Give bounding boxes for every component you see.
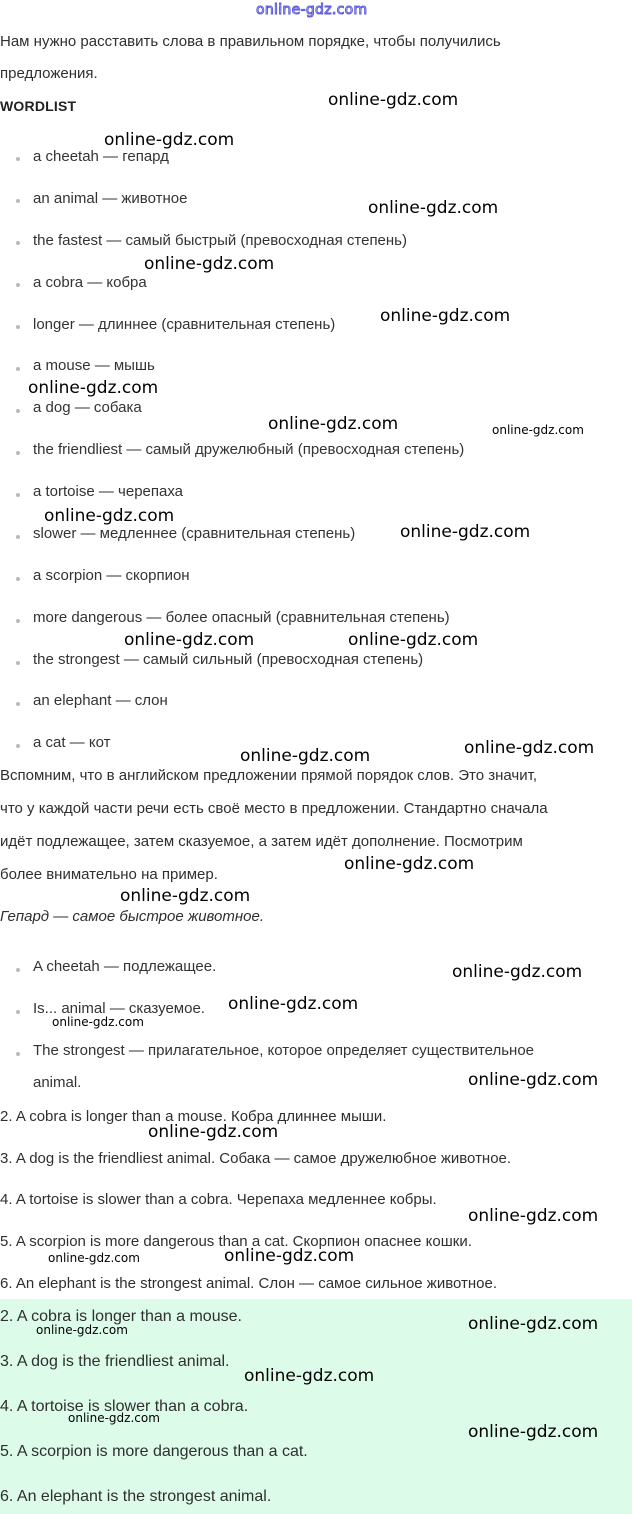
wordlist-item: a cat — кот bbox=[33, 734, 111, 751]
wordlist-item: more dangerous — более опасный (сравнительная степень) bbox=[33, 609, 450, 626]
wordlist-item: a scorpion — скорпион bbox=[33, 567, 190, 584]
example-sentence: Гепард — самое быстрое животное. bbox=[0, 908, 264, 925]
wordlist-item: the friendliest — самый дружелюбный (превосходная степень) bbox=[33, 441, 465, 458]
wordlist-item: an animal — животное bbox=[33, 190, 188, 207]
sentence-2: 2. A cobra is longer than a mouse. Кобра длиннее мыши. bbox=[0, 1108, 387, 1125]
watermark: online-gdz.com bbox=[492, 423, 584, 437]
watermark: online-gdz.com bbox=[148, 1122, 279, 1142]
wordlist-item: a cheetah — гепард bbox=[33, 148, 169, 165]
bullet bbox=[16, 968, 20, 972]
watermark: online-gdz.com bbox=[344, 854, 475, 874]
explain-line-4: более внимательно на пример. bbox=[0, 866, 218, 883]
watermark: online-gdz.com bbox=[452, 962, 583, 982]
watermark: online-gdz.com bbox=[48, 1251, 140, 1265]
wordlist-item: a dog — собака bbox=[33, 399, 142, 416]
watermark: online-gdz.com bbox=[44, 506, 175, 526]
sentence-4: 4. A tortoise is slower than a cobra. Черепаха медленнее кобры. bbox=[0, 1191, 437, 1208]
watermark: online-gdz.com bbox=[348, 630, 479, 650]
bullet bbox=[16, 283, 20, 287]
watermark: online-gdz.com bbox=[28, 378, 159, 398]
watermark: online-gdz.com bbox=[468, 1206, 599, 1226]
explain-line-1: Вспомним, что в английском предложении прямой порядок слов. Это значит, bbox=[0, 767, 538, 784]
wordlist-item: a tortoise — черепаха bbox=[33, 483, 184, 500]
bullet bbox=[16, 325, 20, 329]
watermark: online-gdz.com bbox=[468, 1070, 599, 1090]
sentence-5: 5. A scorpion is more dangerous than a cat. Скорпион опаснее кошки. bbox=[0, 1233, 472, 1250]
watermark: online-gdz.com bbox=[224, 1246, 355, 1266]
wordlist-item: a cobra — кобра bbox=[33, 274, 147, 291]
answer-2: 2. A cobra is longer than a mouse. bbox=[0, 1308, 242, 1325]
watermark: online-gdz.com bbox=[36, 1323, 128, 1337]
bullet bbox=[16, 702, 20, 706]
watermark: online-gdz.com bbox=[120, 886, 251, 906]
watermark: online-gdz.com bbox=[144, 254, 275, 274]
bullet bbox=[16, 619, 20, 623]
watermark: online-gdz.com bbox=[52, 1015, 144, 1029]
watermark: online-gdz.com bbox=[368, 198, 499, 218]
bullet bbox=[16, 744, 20, 748]
wordlist-item: slower — медленнее (сравнительная степень) bbox=[33, 525, 356, 542]
parts-item-continuation: animal. bbox=[33, 1074, 82, 1091]
watermark: online-gdz.com bbox=[328, 90, 459, 110]
answer-3: 3. A dog is the friendliest animal. bbox=[0, 1353, 230, 1370]
bullet bbox=[16, 661, 20, 665]
explain-line-2: что у каждой части речи есть своё место в предложении. Стандартно сначала bbox=[0, 800, 548, 817]
parts-item: The strongest — прилагательное, которое определяет существительное bbox=[33, 1042, 535, 1059]
intro-text-line-2: предложения. bbox=[0, 65, 98, 82]
watermark: online-gdz.com bbox=[228, 994, 359, 1014]
bullet bbox=[16, 367, 20, 371]
watermark: online-gdz.com bbox=[468, 1422, 599, 1442]
bullet bbox=[16, 1010, 20, 1014]
parts-item: A cheetah — подлежащее. bbox=[33, 958, 217, 975]
bullet bbox=[16, 451, 20, 455]
watermark: online-gdz.com bbox=[240, 746, 371, 766]
watermark: online-gdz.com bbox=[464, 738, 595, 758]
wordlist-item: an elephant — слон bbox=[33, 692, 168, 709]
bullet bbox=[16, 199, 20, 203]
bullet bbox=[16, 157, 20, 161]
answer-6: 6. An elephant is the strongest animal. bbox=[0, 1488, 272, 1505]
wordlist-item: the fastest — самый быстрый (превосходная степень) bbox=[33, 232, 407, 249]
watermark: online-gdz.com bbox=[400, 522, 531, 542]
bullet bbox=[16, 1052, 20, 1056]
watermark: online-gdz.com bbox=[104, 130, 235, 150]
watermark: online-gdz.com bbox=[244, 1366, 375, 1386]
parts-item: Is... animal — сказуемое. bbox=[33, 1000, 205, 1017]
bullet bbox=[16, 535, 20, 539]
watermark: online-gdz.com bbox=[68, 1411, 160, 1425]
wordlist-heading: WORDLIST bbox=[0, 98, 77, 114]
watermark: online-gdz.com bbox=[124, 630, 255, 650]
watermark: online-gdz.com bbox=[468, 1314, 599, 1334]
answer-4: 4. A tortoise is slower than a cobra. bbox=[0, 1398, 249, 1415]
watermark-top: online-gdz.com bbox=[256, 2, 368, 18]
bullet bbox=[16, 409, 20, 413]
explain-line-3: идёт подлежащее, затем сказуемое, а затем идёт дополнение. Посмотрим bbox=[0, 833, 523, 850]
sentence-6: 6. An elephant is the strongest animal. Слон — самое сильное животное. bbox=[0, 1275, 498, 1292]
sentence-3: 3. A dog is the friendliest animal. Собака — самое дружелюбное животное. bbox=[0, 1150, 512, 1167]
watermark: online-gdz.com bbox=[268, 414, 399, 434]
wordlist-item: the strongest — самый сильный (превосходная степень) bbox=[33, 651, 424, 668]
wordlist-item: a mouse — мышь bbox=[33, 357, 155, 374]
watermark: online-gdz.com bbox=[380, 306, 511, 326]
bullet bbox=[16, 493, 20, 497]
bullet bbox=[16, 577, 20, 581]
wordlist-item: longer — длиннее (сравнительная степень) bbox=[33, 316, 336, 333]
answer-5: 5. A scorpion is more dangerous than a cat. bbox=[0, 1443, 308, 1460]
bullet bbox=[16, 241, 20, 245]
intro-text-line-1: Нам нужно расставить слова в правильном порядке, чтобы получились bbox=[0, 33, 501, 50]
